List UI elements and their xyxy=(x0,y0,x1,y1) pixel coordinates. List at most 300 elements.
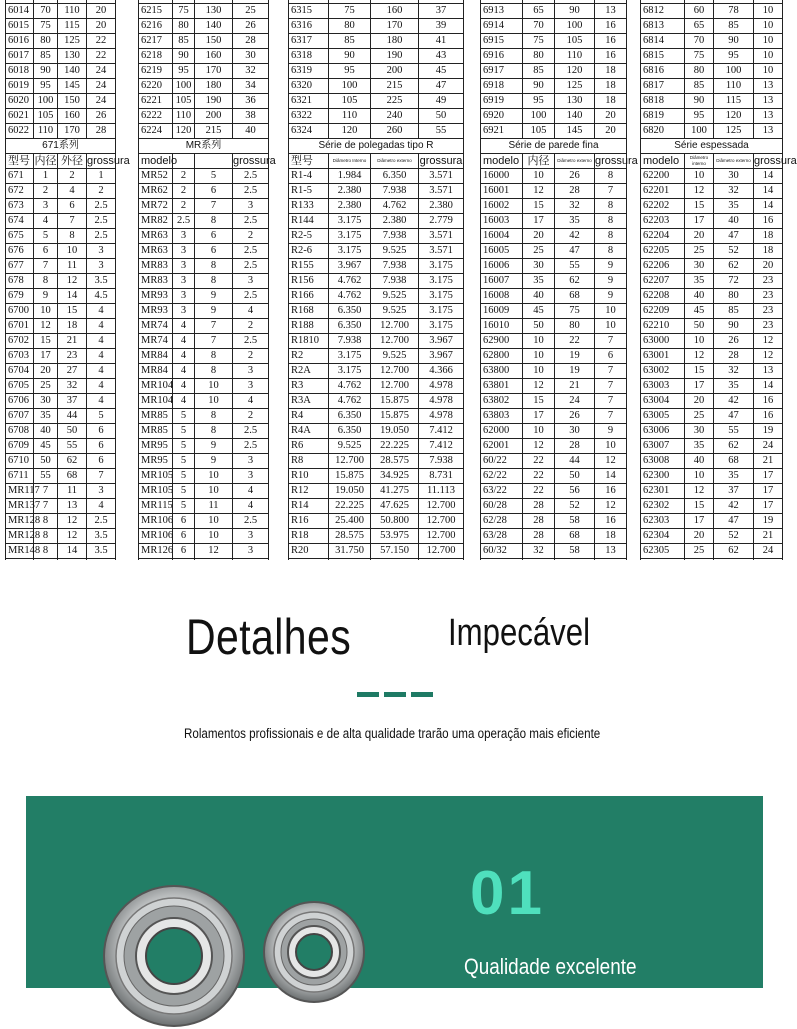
table-cell: 1.984 xyxy=(329,169,371,184)
table-row xyxy=(139,529,269,544)
table-cell: 130 xyxy=(58,49,87,64)
table-cell: MR95 xyxy=(139,439,173,454)
table-cell: MR106 xyxy=(139,514,173,529)
table-cell: 7 xyxy=(595,184,627,199)
table-cell: 62800 xyxy=(481,349,523,364)
table-row xyxy=(481,364,627,379)
table-cell: 9 xyxy=(195,454,233,469)
table-cell: 75 xyxy=(523,34,555,49)
table-row xyxy=(6,484,116,499)
table-cell: modelo xyxy=(481,154,523,169)
table-cell: 10 xyxy=(754,49,783,64)
table-row xyxy=(289,424,464,439)
table-cell: 3 xyxy=(233,274,269,289)
table-cell: 6 xyxy=(195,229,233,244)
table-cell: 外径 xyxy=(58,154,87,169)
table-cell: 60 xyxy=(685,4,714,19)
table-cell: 80 xyxy=(329,19,371,34)
table-cell: 95 xyxy=(329,64,371,79)
table-cell: 6.350 xyxy=(329,319,371,334)
table-row xyxy=(641,214,783,229)
table-row xyxy=(6,334,116,349)
table-cell: 2.380 xyxy=(419,199,464,214)
table-cell: 62 xyxy=(555,274,595,289)
table-cell: 12 xyxy=(754,349,783,364)
table-cell: R16 xyxy=(289,514,329,529)
table-cell: 7 xyxy=(595,364,627,379)
table-cell: 21 xyxy=(754,529,783,544)
table-cell: MR95 xyxy=(139,454,173,469)
table-series-63 xyxy=(288,0,468,589)
table-cell: 9 xyxy=(595,289,627,304)
table-cell: 47 xyxy=(555,244,595,259)
table-row xyxy=(641,499,783,514)
table-cell: 21 xyxy=(58,334,87,349)
table-cell: 80 xyxy=(685,64,714,79)
table-cell: 3.175 xyxy=(329,349,371,364)
table-cell: 6324 xyxy=(289,124,329,139)
table-row xyxy=(289,109,464,124)
table-cell: 13 xyxy=(595,4,627,19)
table-cell: MR83 xyxy=(139,274,173,289)
table-cell: R20 xyxy=(289,544,329,559)
table-cell: 75 xyxy=(685,49,714,64)
table-row xyxy=(139,49,269,64)
table-cell: 90 xyxy=(523,79,555,94)
table-row xyxy=(6,49,116,64)
table-cell: MR128 xyxy=(6,529,34,544)
table-cell: 110 xyxy=(329,109,371,124)
table-cell: 8 xyxy=(34,274,58,289)
table-row xyxy=(641,34,783,49)
table-cell: 11.113 xyxy=(419,484,464,499)
table-cell: 21 xyxy=(754,454,783,469)
table-cell: 7.412 xyxy=(419,424,464,439)
table-cell: 47.625 xyxy=(371,499,419,514)
table-cell: 22 xyxy=(555,334,595,349)
table-cell: 12 xyxy=(685,184,714,199)
table-row xyxy=(289,94,464,109)
table-cell: 6 xyxy=(595,349,627,364)
table-cell: 3 xyxy=(233,454,269,469)
table-cell: 16001 xyxy=(481,184,523,199)
table-row xyxy=(139,364,269,379)
table-cell: 10 xyxy=(595,439,627,454)
table-cell: 63004 xyxy=(641,394,685,409)
table-cell: 3 xyxy=(233,544,269,559)
table-cell: 41 xyxy=(419,34,464,49)
table-cell: 16 xyxy=(754,394,783,409)
table-cell: 90 xyxy=(34,64,58,79)
table-row xyxy=(139,289,269,304)
table-cell: 3.967 xyxy=(419,349,464,364)
table-cell: 11 xyxy=(58,484,87,499)
table-cell: 15 xyxy=(523,394,555,409)
table-cell: 3 xyxy=(233,364,269,379)
table-cell: 4.366 xyxy=(419,364,464,379)
table-cell: 16004 xyxy=(481,229,523,244)
table-cell: 673 xyxy=(6,199,34,214)
table-series-60 xyxy=(5,0,130,589)
table-series-62 xyxy=(138,0,276,589)
table-cell: 63803 xyxy=(481,409,523,424)
table-row xyxy=(289,514,464,529)
table-cell: 68 xyxy=(555,529,595,544)
table-cell: 12.700 xyxy=(371,319,419,334)
table-cell: 6819 xyxy=(641,109,685,124)
table-cell: 6017 xyxy=(6,49,34,64)
table-cell: 63802 xyxy=(481,394,523,409)
table-cell: 52 xyxy=(714,529,754,544)
table-row xyxy=(481,64,627,79)
table-cell: 32 xyxy=(555,199,595,214)
table-row xyxy=(139,94,269,109)
table-cell: 12 xyxy=(523,379,555,394)
table-cell: 63007 xyxy=(641,439,685,454)
table-cell: 6.350 xyxy=(371,169,419,184)
table-cell: 40 xyxy=(523,289,555,304)
table-cell: 12 xyxy=(58,514,87,529)
table-cell: 6919 xyxy=(481,94,523,109)
table-row xyxy=(289,259,464,274)
table-cell: 10 xyxy=(685,334,714,349)
table-cell: 6315 xyxy=(289,4,329,19)
table-cell: 20 xyxy=(685,229,714,244)
table-row xyxy=(481,484,627,499)
table-cell: 8 xyxy=(195,259,233,274)
table-cell: 60/32 xyxy=(481,544,523,559)
table-cell: 4.762 xyxy=(329,274,371,289)
table-cell: 20 xyxy=(685,529,714,544)
table-cell: 95 xyxy=(714,49,754,64)
table-cell: 7.938 xyxy=(329,334,371,349)
table-cell: 6 xyxy=(87,439,116,454)
table-row xyxy=(289,379,464,394)
table-cell: 2.5 xyxy=(173,214,195,229)
table-cell: 63801 xyxy=(481,379,523,394)
table-row xyxy=(139,514,269,529)
table-cell: 8.731 xyxy=(419,469,464,484)
spec-table xyxy=(288,0,464,589)
table-row xyxy=(641,289,783,304)
table-cell: 6 xyxy=(87,454,116,469)
table-row xyxy=(289,304,464,319)
table-cell: R2A xyxy=(289,364,329,379)
table-cell: 10 xyxy=(595,319,627,334)
table-cell: 6221 xyxy=(139,94,173,109)
accent-dashes xyxy=(357,692,433,697)
table-cell: 9.525 xyxy=(329,439,371,454)
table-cell: 6915 xyxy=(481,34,523,49)
table-cell: MR105 xyxy=(139,484,173,499)
table-cell: 3 xyxy=(87,484,116,499)
table-row xyxy=(139,349,269,364)
table-cell: MR126 xyxy=(139,544,173,559)
table-cell: 28.575 xyxy=(371,454,419,469)
table-cell: 62 xyxy=(58,454,87,469)
table-cell: 50 xyxy=(555,469,595,484)
table-cell: 32 xyxy=(233,64,269,79)
table-cell: 24 xyxy=(754,544,783,559)
table-cell: 34 xyxy=(233,79,269,94)
table-cell: 6921 xyxy=(481,124,523,139)
table-cell: 62202 xyxy=(641,199,685,214)
table-cell: 160 xyxy=(58,109,87,124)
table-cell: 2.5 xyxy=(233,289,269,304)
table-row xyxy=(139,394,269,409)
table-cell: 72 xyxy=(714,274,754,289)
table-cell: MR105 xyxy=(139,469,173,484)
table-row xyxy=(289,124,464,139)
table-cell: 3 xyxy=(173,289,195,304)
table-row xyxy=(481,289,627,304)
table-cell: 8 xyxy=(34,514,58,529)
table-row xyxy=(289,409,464,424)
table-cell: 6219 xyxy=(139,64,173,79)
table-cell: 4 xyxy=(173,379,195,394)
table-cell: 3 xyxy=(233,469,269,484)
table-row xyxy=(481,244,627,259)
table-cell: 150 xyxy=(58,94,87,109)
table-cell: 6224 xyxy=(139,124,173,139)
table-cell: 6920 xyxy=(481,109,523,124)
table-cell: 190 xyxy=(195,94,233,109)
table-cell: 44 xyxy=(58,409,87,424)
table-cell: 7.938 xyxy=(371,184,419,199)
table-row xyxy=(641,349,783,364)
table-cell: 80 xyxy=(173,19,195,34)
table-cell: 21 xyxy=(555,379,595,394)
table-row xyxy=(6,409,116,424)
table-cell: 42 xyxy=(714,499,754,514)
table-cell: 2 xyxy=(233,349,269,364)
table-cell: 18 xyxy=(595,79,627,94)
table-cell: 6.350 xyxy=(329,424,371,439)
table-cell: 68 xyxy=(58,469,87,484)
table-cell: 225 xyxy=(371,94,419,109)
table-row xyxy=(139,19,269,34)
table-row xyxy=(641,184,783,199)
table-cell: 17 xyxy=(523,409,555,424)
bearing-large-image xyxy=(102,884,247,1029)
table-cell: 105 xyxy=(329,94,371,109)
table-cell: 24 xyxy=(754,439,783,454)
table-cell: 50 xyxy=(34,454,58,469)
table-cell: 9 xyxy=(195,289,233,304)
table-cell: 35 xyxy=(555,214,595,229)
table-cell: 7 xyxy=(595,409,627,424)
table-cell: 671 xyxy=(6,169,34,184)
table-cell: 4 xyxy=(34,214,58,229)
table-cell: 9.525 xyxy=(371,349,419,364)
table-cell: 7 xyxy=(58,214,87,229)
table-row xyxy=(481,544,627,559)
table-header-row xyxy=(6,154,116,169)
table-cell: 63000 xyxy=(641,334,685,349)
table-cell: 2 xyxy=(233,229,269,244)
table-cell: 12.700 xyxy=(419,529,464,544)
table-cell: 12.700 xyxy=(329,454,371,469)
table-row xyxy=(6,124,116,139)
table-row xyxy=(481,319,627,334)
table-cell: 5 xyxy=(34,229,58,244)
table-cell: 30 xyxy=(714,169,754,184)
table-row xyxy=(6,184,116,199)
table-cell: 24 xyxy=(87,94,116,109)
table-cell: 16008 xyxy=(481,289,523,304)
table-cell: 12 xyxy=(595,454,627,469)
table-cell: 60/22 xyxy=(481,454,523,469)
table-cell: 10 xyxy=(754,34,783,49)
table-cell: 47 xyxy=(714,409,754,424)
details-section xyxy=(0,560,790,796)
table-cell: 6709 xyxy=(6,439,34,454)
table-row xyxy=(289,289,464,304)
table-cell: 6 xyxy=(34,244,58,259)
table-cell: 260 xyxy=(371,124,419,139)
table-cell: 40 xyxy=(714,214,754,229)
table-cell: 140 xyxy=(195,19,233,34)
table-cell: 215 xyxy=(195,124,233,139)
table-cell: 3.571 xyxy=(419,244,464,259)
table-cell: 4 xyxy=(87,319,116,334)
table-cell: 16 xyxy=(754,214,783,229)
table-cell: 6 xyxy=(87,424,116,439)
table-cell: 6914 xyxy=(481,19,523,34)
table-cell: 4 xyxy=(173,334,195,349)
table-cell: 43 xyxy=(419,49,464,64)
table-cell: 4 xyxy=(233,394,269,409)
table-cell: MR72 xyxy=(139,199,173,214)
table-row xyxy=(641,64,783,79)
table-cell: Diâmetro externo xyxy=(714,154,754,169)
table-row xyxy=(641,4,783,19)
table-cell: 9 xyxy=(34,289,58,304)
table-cell: 6706 xyxy=(6,394,34,409)
table-cell: 19 xyxy=(754,424,783,439)
table-cell: 25 xyxy=(685,244,714,259)
table-cell: 2.5 xyxy=(87,229,116,244)
table-cell: 63800 xyxy=(481,364,523,379)
table-row xyxy=(481,214,627,229)
table-header-row xyxy=(641,154,783,169)
table-row xyxy=(481,274,627,289)
table-cell: 7 xyxy=(34,499,58,514)
table-section-title xyxy=(139,139,269,154)
table-row xyxy=(139,319,269,334)
table-cell: 3.175 xyxy=(419,304,464,319)
table-cell: 8 xyxy=(34,544,58,559)
table-cell: 4 xyxy=(58,184,87,199)
table-cell: 160 xyxy=(195,49,233,64)
table-cell: 6320 xyxy=(289,79,329,94)
table-cell: 8 xyxy=(595,214,627,229)
table-cell: 70 xyxy=(34,4,58,19)
table-cell: 6818 xyxy=(641,94,685,109)
table-section-title xyxy=(6,139,116,154)
table-cell: 6019 xyxy=(6,79,34,94)
table-cell: 7.412 xyxy=(419,439,464,454)
table-cell: 10 xyxy=(685,169,714,184)
table-cell: 19 xyxy=(555,364,595,379)
table-cell: 16 xyxy=(595,19,627,34)
table-cell: 7 xyxy=(87,469,116,484)
table-cell: 9 xyxy=(195,439,233,454)
table-cell: R1-5 xyxy=(289,184,329,199)
table-cell: 6711 xyxy=(6,469,34,484)
table-cell: 45 xyxy=(34,439,58,454)
table-cell: 52 xyxy=(714,244,754,259)
table-cell: 6700 xyxy=(6,304,34,319)
table-cell: 4 xyxy=(87,349,116,364)
table-cell: 9 xyxy=(195,304,233,319)
table-cell: 7 xyxy=(195,334,233,349)
table-cell: 55 xyxy=(34,469,58,484)
table-row xyxy=(6,199,116,214)
table-cell: 4 xyxy=(87,379,116,394)
table-cell: 130 xyxy=(195,4,233,19)
table-cell: 7 xyxy=(34,484,58,499)
table-cell: 62207 xyxy=(641,274,685,289)
table-cell: 20 xyxy=(87,4,116,19)
table-cell: 25 xyxy=(685,544,714,559)
table-cell: 110 xyxy=(714,79,754,94)
table-cell: MR系列 xyxy=(139,139,269,154)
table-cell: 16000 xyxy=(481,169,523,184)
table-section-title xyxy=(289,139,464,154)
accent-dash xyxy=(411,692,433,697)
table-row xyxy=(481,439,627,454)
feature-caption: Qualidade excelente xyxy=(464,954,637,979)
table-row xyxy=(641,439,783,454)
table-row xyxy=(139,544,269,559)
table-cell: grossura xyxy=(419,155,463,167)
table-cell: 34.925 xyxy=(371,469,419,484)
table-cell: 63003 xyxy=(641,379,685,394)
table-cell: 30 xyxy=(34,394,58,409)
table-cell: 2 xyxy=(173,184,195,199)
table-cell: 125 xyxy=(714,124,754,139)
table-cell: 3 xyxy=(173,229,195,244)
table-row xyxy=(139,64,269,79)
table-cell: 型号 xyxy=(289,154,329,169)
table-cell: 12.700 xyxy=(371,379,419,394)
table-row xyxy=(481,259,627,274)
table-cell: 27 xyxy=(58,364,87,379)
table-cell: 145 xyxy=(58,79,87,94)
table-cell: 95 xyxy=(523,94,555,109)
table-cell: 26 xyxy=(233,19,269,34)
table-row xyxy=(641,334,783,349)
table-cell: 50.800 xyxy=(371,514,419,529)
table-cell: 26 xyxy=(87,109,116,124)
table-row xyxy=(481,514,627,529)
table-cell: 50 xyxy=(58,424,87,439)
table-cell: 49 xyxy=(419,94,464,109)
table-cell: 16005 xyxy=(481,244,523,259)
table-cell: 45 xyxy=(523,304,555,319)
table-cell: 10 xyxy=(58,244,87,259)
table-cell: 9 xyxy=(595,274,627,289)
table-cell: 18 xyxy=(595,64,627,79)
table-row xyxy=(139,244,269,259)
table-cell: R1810 xyxy=(289,334,329,349)
table-series-68 xyxy=(640,0,797,589)
table-series-69 xyxy=(480,0,638,589)
table-row xyxy=(289,454,464,469)
table-cell: 15 xyxy=(685,199,714,214)
table-cell: 14 xyxy=(58,544,87,559)
